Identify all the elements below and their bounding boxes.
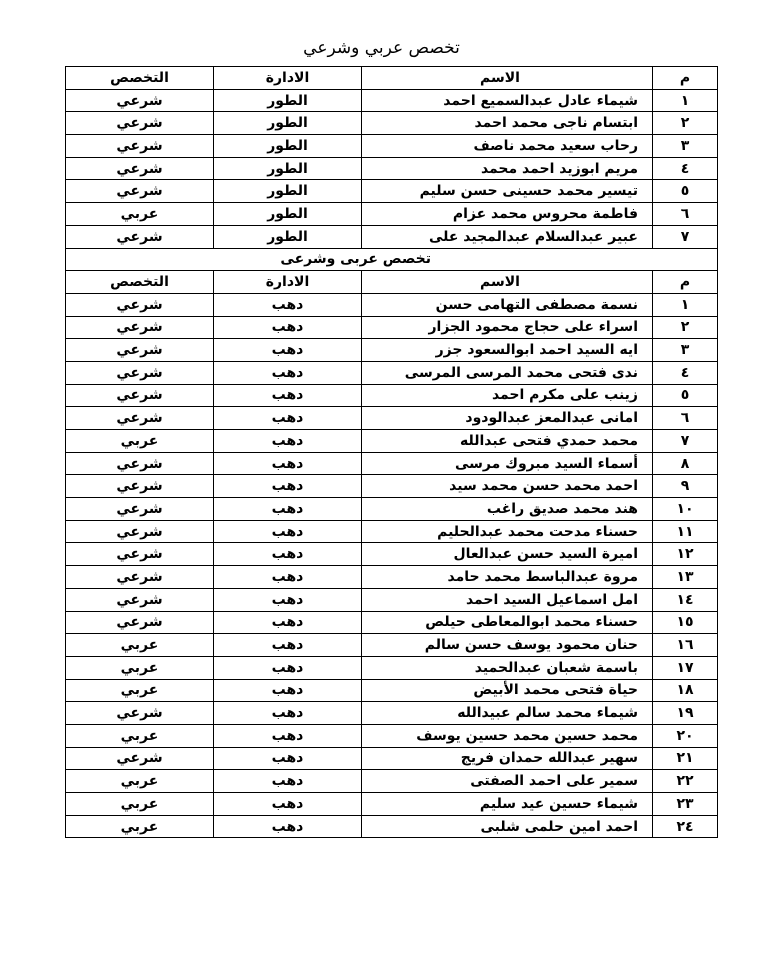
- table-row: [66, 770, 718, 793]
- row-number: ١: [653, 293, 718, 316]
- row-number: ٩: [653, 475, 718, 498]
- row-number: ١٣: [653, 566, 718, 589]
- row-admin: دهب: [214, 611, 362, 634]
- table-row: [66, 498, 718, 521]
- row-name: نسمة مصطفى التهامى حسن: [362, 293, 653, 316]
- row-spec: عربي: [66, 656, 214, 679]
- table-row: [66, 452, 718, 475]
- row-number: ٦: [653, 407, 718, 430]
- row-admin: دهب: [214, 679, 362, 702]
- row-admin: دهب: [214, 793, 362, 816]
- row-number: ١٧: [653, 656, 718, 679]
- table-row: [66, 407, 718, 430]
- row-admin: دهب: [214, 770, 362, 793]
- row-name: فاطمة محروس محمد عزام: [362, 203, 653, 226]
- row-name: عبير عبدالسلام عبدالمجيد على: [362, 225, 653, 248]
- table-row: [66, 656, 718, 679]
- row-admin: دهب: [214, 656, 362, 679]
- row-spec: عربي: [66, 815, 214, 838]
- row-admin: دهب: [214, 293, 362, 316]
- row-spec: شرعي: [66, 588, 214, 611]
- table-row: [66, 747, 718, 770]
- row-spec: شرعي: [66, 475, 214, 498]
- row-spec: عربي: [66, 634, 214, 657]
- staff-table: [65, 66, 718, 838]
- row-spec: عربي: [66, 724, 214, 747]
- row-name: تيسير محمد حسينى حسن سليم: [362, 180, 653, 203]
- header-spec: التخصص: [66, 67, 214, 90]
- row-number: ٥: [653, 180, 718, 203]
- table-row: [66, 793, 718, 816]
- row-admin: دهب: [214, 724, 362, 747]
- row-admin: دهب: [214, 520, 362, 543]
- row-number: ٦: [653, 203, 718, 226]
- row-number: ١: [653, 89, 718, 112]
- table-row: [66, 520, 718, 543]
- row-spec: شرعي: [66, 384, 214, 407]
- row-spec: عربي: [66, 793, 214, 816]
- header-admin: الادارة: [214, 271, 362, 294]
- row-name: احمد محمد حسن محمد سيد: [362, 475, 653, 498]
- row-admin: دهب: [214, 475, 362, 498]
- header-admin: الادارة: [214, 67, 362, 90]
- row-name: ابتسام ناجى محمد احمد: [362, 112, 653, 135]
- row-admin: دهب: [214, 407, 362, 430]
- row-name: باسمة شعبان عبدالحميد: [362, 656, 653, 679]
- row-name: شيماء عادل عبدالسميع احمد: [362, 89, 653, 112]
- row-number: ٣: [653, 135, 718, 158]
- row-spec: شرعي: [66, 543, 214, 566]
- row-admin: الطور: [214, 112, 362, 135]
- row-name: مروة عبدالباسط محمد حامد: [362, 566, 653, 589]
- row-number: ٧: [653, 225, 718, 248]
- table-row: [66, 588, 718, 611]
- staff-table-body: [66, 67, 718, 838]
- row-number: ١٥: [653, 611, 718, 634]
- table-row: [66, 361, 718, 384]
- row-admin: الطور: [214, 203, 362, 226]
- row-name: مريم ابوزيد احمد محمد: [362, 157, 653, 180]
- row-number: ٨: [653, 452, 718, 475]
- row-name: حسناء مدحت محمد عبدالحليم: [362, 520, 653, 543]
- row-admin: دهب: [214, 498, 362, 521]
- row-number: ٤: [653, 157, 718, 180]
- header-num: م: [653, 67, 718, 90]
- row-spec: شرعي: [66, 498, 214, 521]
- row-name: محمد حمدي فتحى عبدالله: [362, 430, 653, 453]
- row-spec: شرعي: [66, 702, 214, 725]
- row-number: ٣: [653, 339, 718, 362]
- row-name: ايه السيد احمد ابوالسعود جزر: [362, 339, 653, 362]
- table-row: [66, 566, 718, 589]
- row-name: امانى عبدالمعز عبدالودود: [362, 407, 653, 430]
- row-number: ٢٣: [653, 793, 718, 816]
- row-admin: دهب: [214, 384, 362, 407]
- row-spec: شرعي: [66, 316, 214, 339]
- table-row: [66, 316, 718, 339]
- row-number: ١١: [653, 520, 718, 543]
- row-name: شيماء محمد سالم عبيدالله: [362, 702, 653, 725]
- header-name: الاسم: [362, 67, 653, 90]
- row-name: سمير على احمد الصفتى: [362, 770, 653, 793]
- row-spec: شرعي: [66, 566, 214, 589]
- row-spec: شرعي: [66, 747, 214, 770]
- row-admin: دهب: [214, 430, 362, 453]
- row-spec: عربي: [66, 679, 214, 702]
- header-row-2: [66, 271, 718, 294]
- row-admin: دهب: [214, 452, 362, 475]
- row-number: ٢٠: [653, 724, 718, 747]
- table-row: [66, 815, 718, 838]
- table-row: [66, 225, 718, 248]
- row-name: أسماء السيد مبروك مرسى: [362, 452, 653, 475]
- row-number: ٤: [653, 361, 718, 384]
- table-row: [66, 384, 718, 407]
- table-row: [66, 611, 718, 634]
- row-admin: دهب: [214, 339, 362, 362]
- row-spec: شرعي: [66, 225, 214, 248]
- page-title: تخصص عربي وشرعي: [303, 38, 460, 58]
- row-number: ١٤: [653, 588, 718, 611]
- row-spec: شرعي: [66, 89, 214, 112]
- row-name: رحاب سعيد محمد ناصف: [362, 135, 653, 158]
- row-number: ١٨: [653, 679, 718, 702]
- row-admin: دهب: [214, 747, 362, 770]
- table-row: [66, 339, 718, 362]
- row-admin: دهب: [214, 316, 362, 339]
- row-name: احمد امين حلمى شلبى: [362, 815, 653, 838]
- row-name: ندى فتحى محمد المرسى المرسى: [362, 361, 653, 384]
- row-admin: الطور: [214, 157, 362, 180]
- row-name: سهير عبدالله حمدان فريج: [362, 747, 653, 770]
- table-row: [66, 293, 718, 316]
- table-row: [66, 702, 718, 725]
- row-number: ٢١: [653, 747, 718, 770]
- table-row: [66, 430, 718, 453]
- row-number: ١٢: [653, 543, 718, 566]
- row-spec: شرعي: [66, 135, 214, 158]
- row-name: شيماء حسين عيد سليم: [362, 793, 653, 816]
- row-spec: شرعي: [66, 407, 214, 430]
- row-name: اميرة السيد حسن عبدالعال: [362, 543, 653, 566]
- row-number: ١٦: [653, 634, 718, 657]
- header-name: الاسم: [362, 271, 653, 294]
- row-spec: شرعي: [66, 452, 214, 475]
- row-number: ٢: [653, 316, 718, 339]
- row-admin: الطور: [214, 180, 362, 203]
- table-row: [66, 634, 718, 657]
- row-admin: دهب: [214, 361, 362, 384]
- row-spec: شرعي: [66, 180, 214, 203]
- header-spec: التخصص: [66, 271, 214, 294]
- table-row: [66, 89, 718, 112]
- row-admin: الطور: [214, 89, 362, 112]
- table-row: [66, 475, 718, 498]
- row-admin: دهب: [214, 815, 362, 838]
- header-num: م: [653, 271, 718, 294]
- table-row: [66, 112, 718, 135]
- table-row: [66, 203, 718, 226]
- table-row: [66, 135, 718, 158]
- row-spec: شرعي: [66, 293, 214, 316]
- table-row: [66, 679, 718, 702]
- table-row: [66, 157, 718, 180]
- header-row-1: [66, 67, 718, 90]
- row-admin: دهب: [214, 566, 362, 589]
- row-admin: دهب: [214, 543, 362, 566]
- row-admin: الطور: [214, 225, 362, 248]
- row-number: ٢: [653, 112, 718, 135]
- row-number: ١٩: [653, 702, 718, 725]
- table-row: [66, 543, 718, 566]
- table-row: [66, 180, 718, 203]
- row-admin: الطور: [214, 135, 362, 158]
- row-spec: شرعي: [66, 157, 214, 180]
- row-spec: شرعي: [66, 339, 214, 362]
- row-spec: شرعي: [66, 520, 214, 543]
- row-spec: شرعي: [66, 361, 214, 384]
- row-name: امل اسماعيل السيد احمد: [362, 588, 653, 611]
- row-name: اسراء على حجاج محمود الجزار: [362, 316, 653, 339]
- row-spec: عربي: [66, 430, 214, 453]
- row-number: ٧: [653, 430, 718, 453]
- section-subtitle-row: [66, 248, 718, 271]
- row-name: حياة فتحى محمد الأبيض: [362, 679, 653, 702]
- section-subtitle: تخصص عربى وشرعى: [66, 248, 718, 271]
- row-number: ١٠: [653, 498, 718, 521]
- table-row: [66, 724, 718, 747]
- row-admin: دهب: [214, 634, 362, 657]
- row-spec: عربي: [66, 203, 214, 226]
- row-number: ٥: [653, 384, 718, 407]
- row-number: ٢٢: [653, 770, 718, 793]
- row-name: هند محمد صديق راغب: [362, 498, 653, 521]
- row-admin: دهب: [214, 702, 362, 725]
- row-admin: دهب: [214, 588, 362, 611]
- row-number: ٢٤: [653, 815, 718, 838]
- row-name: حسناء محمد ابوالمعاطى حيلص: [362, 611, 653, 634]
- row-spec: شرعي: [66, 611, 214, 634]
- row-name: حنان محمود يوسف حسن سالم: [362, 634, 653, 657]
- row-name: محمد حسين محمد حسين يوسف: [362, 724, 653, 747]
- row-spec: عربي: [66, 770, 214, 793]
- row-name: زينب على مكرم احمد: [362, 384, 653, 407]
- row-spec: شرعي: [66, 112, 214, 135]
